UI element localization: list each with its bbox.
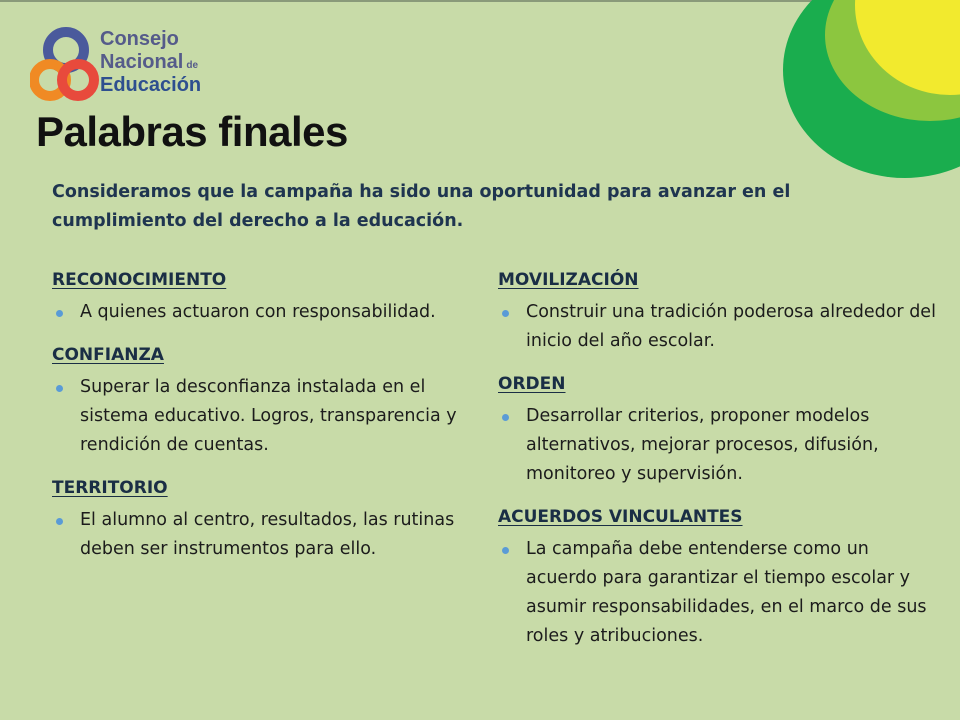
section-movilizacion <box>498 266 938 356</box>
bullet-item <box>498 402 938 489</box>
bullet-icon <box>56 310 63 317</box>
bullet-text: Desarrollar criterios, proponer modelos alternativos, mejorar procesos, difusión, monitoreo y supervisión. <box>526 406 879 484</box>
bullet-text: El alumno al centro, resultados, las rutinas deben ser instrumentos para ello. <box>80 510 455 559</box>
bullet-item <box>498 298 938 356</box>
section-heading: TERRITORIO <box>52 478 168 498</box>
section-heading: ACUERDOS VINCULANTES <box>498 507 743 527</box>
bullet-item <box>52 506 462 564</box>
bullet-icon <box>502 310 509 317</box>
left-column <box>52 266 462 578</box>
bullet-item <box>52 373 462 460</box>
logo-knot-icon <box>30 22 100 112</box>
page-title: Palabras finales <box>36 108 348 155</box>
logo <box>30 22 240 112</box>
section-confianza <box>52 341 462 460</box>
bullet-icon <box>502 414 509 421</box>
section-territorio <box>52 474 462 564</box>
bullet-text: A quienes actuaron con responsabilidad. <box>80 302 436 322</box>
bullet-item <box>52 298 462 327</box>
section-heading: RECONOCIMIENTO <box>52 270 227 290</box>
logo-line-3: Educación <box>100 74 202 96</box>
logo-line-2-small: de <box>186 60 199 71</box>
section-heading: ORDEN <box>498 374 566 394</box>
section-reconocimiento <box>52 266 462 327</box>
section-heading: MOVILIZACIÓN <box>498 270 639 290</box>
logo-line-1: Consejo <box>100 28 179 50</box>
bullet-icon <box>56 518 63 525</box>
bullet-icon <box>56 385 63 392</box>
bullet-text: Construir una tradición poderosa alrededor del inicio del año escolar. <box>526 302 936 351</box>
right-column <box>498 266 938 665</box>
section-orden <box>498 370 938 489</box>
intro-text: Consideramos que la campaña ha sido una oportunidad para avanzar en el cumplimiento del derecho a la educación. <box>52 182 791 231</box>
logo-line-2 <box>100 51 198 74</box>
bullet-item <box>498 535 938 651</box>
section-heading: CONFIANZA <box>52 345 164 365</box>
bullet-icon <box>502 547 509 554</box>
logo-line-2-main: Nacional <box>100 51 184 73</box>
bullet-text: Superar la desconfianza instalada en el sistema educativo. Logros, transparencia y rendición de cuentas. <box>80 377 457 455</box>
section-acuerdos-vinculantes <box>498 503 938 651</box>
bullet-text: La campaña debe entenderse como un acuerdo para garantizar el tiempo escolar y asumir responsabilidades, en el marco de sus roles y atribuciones. <box>526 539 927 646</box>
